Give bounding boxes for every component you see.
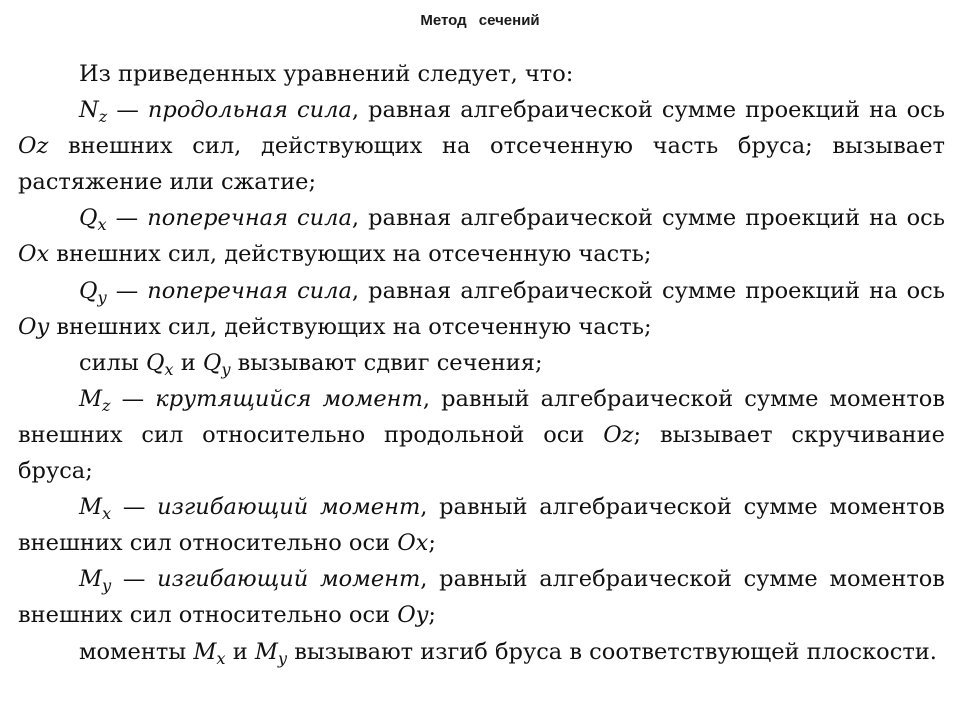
shear-text-b: и [173,349,203,376]
mx-text-2: ; [428,530,436,557]
qy-term: поперечная сила [147,277,352,304]
mx-text: , равный алгебраической сумме моментов внешних сил относительно оси [18,494,945,557]
mz-term: крутящийся момент [155,385,423,412]
qy-subscript: y [97,287,107,307]
qx-subscript: x [97,215,107,235]
qx-term: поперечная сила [147,205,352,232]
page-header: Метод сечений [420,12,540,29]
qx-text: , равная алгебраической сумме проекций на ось [351,205,945,232]
shear-symbol-1: Q [145,349,165,376]
bending-subscript-2: y [277,648,288,668]
qy-text: , равная алгебраической сумме проекций на ось [351,277,945,304]
shear-paragraph [18,345,945,381]
mz-subscript: z [102,395,111,415]
qy-dash: — [106,277,148,304]
qx-text-2: внешних сил, действующих на отсеченную часть; [49,241,652,268]
bending-text-c: вызывают изгиб бруса в соответствующей плоскости. [287,638,937,665]
shear-subscript-1: x [164,359,174,379]
nz-term: продольная сила [147,97,352,124]
mz-axis: Oz [603,421,634,448]
my-text-2: ; [428,602,436,629]
mx-dash: — [111,494,158,521]
shear-text-c: вызывают сдвиг сечения; [230,349,543,376]
my-term: изгибающий момент [157,566,421,593]
nz-paragraph [18,92,945,200]
mz-symbol: M [79,385,103,412]
mz-dash: — [110,385,156,412]
bending-symbol-1: M [193,638,217,665]
shear-symbol-2: Q [202,349,222,376]
nz-text-2: внешних сил, действующих на отсеченную часть бруса; вызывает растяжение или сжатие; [18,133,945,196]
my-paragraph [18,561,945,633]
nz-text: , равная алгебраической сумме проекций на ось [351,97,945,124]
mx-term: изгибающий момент [157,494,421,521]
qy-symbol: Q [79,277,98,304]
text-body [18,56,945,670]
mz-text: , равный алгебраической сумме моментов внешних сил относительно продольной оси [18,385,946,448]
my-axis: Oy [397,602,429,629]
my-symbol: M [79,566,103,593]
intro-paragraph [18,56,945,92]
shear-subscript-2: y [221,359,231,379]
qy-paragraph [18,273,945,345]
bending-subscript-1: x [216,648,226,668]
intro-text: Из приведенных уравнений следует, что: [79,61,574,87]
my-text: , равный алгебраической сумме моментов внешних сил относительно оси [18,566,945,629]
qy-text-2: внешних сил, действующих на отсеченную часть; [49,313,652,340]
bending-text-a: моменты [79,638,194,665]
qx-paragraph [18,200,945,272]
mx-axis: Ox [397,530,429,557]
nz-dash: — [107,97,148,124]
nz-subscript: z [98,106,108,126]
bending-text-b: и [225,638,255,665]
nz-symbol: N [79,97,99,124]
qx-axis: Ox [18,241,50,268]
shear-text-a: силы [79,349,146,376]
mz-text-2: ; вызывает скручивание бруса; [18,421,945,485]
my-dash: — [111,566,158,593]
mx-symbol: M [79,494,103,521]
bending-paragraph [18,634,945,670]
mx-subscript: x [102,503,112,523]
bending-symbol-2: M [254,638,278,665]
qx-dash: — [106,205,148,232]
nz-axis: Oz [18,133,49,160]
mz-paragraph [18,381,945,489]
mx-paragraph [18,489,945,561]
qy-axis: Oy [18,313,50,340]
qx-symbol: Q [79,205,98,232]
my-subscript: y [102,576,112,596]
